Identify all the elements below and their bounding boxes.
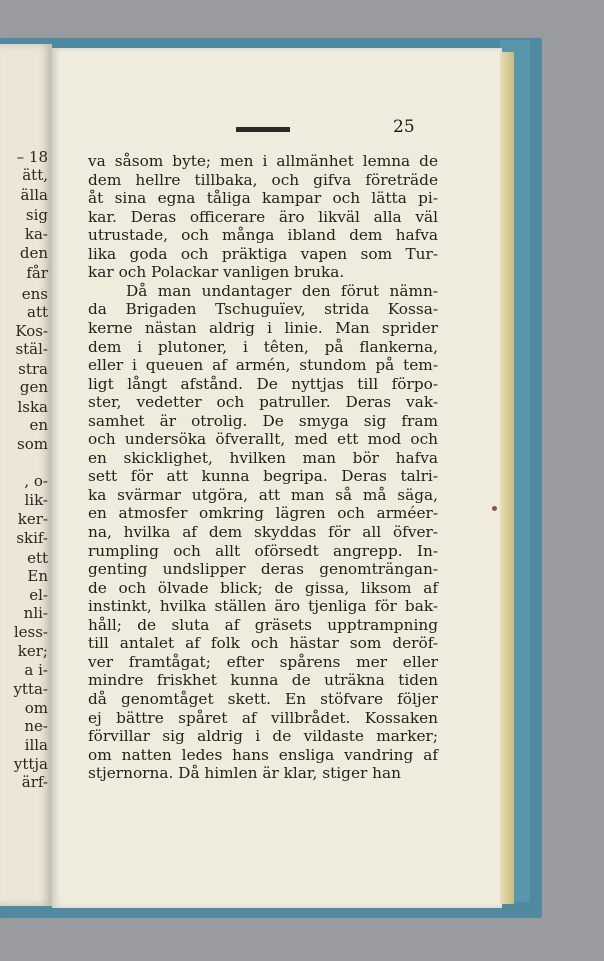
text-line: genting undslipper deras genomträngan- [88, 560, 438, 579]
left-page-fragment: , o- [24, 472, 48, 490]
text-line: mindre friskhet kunna de uträkna tiden [88, 671, 438, 690]
page-edge [500, 52, 514, 904]
left-page-fragment: ne- [24, 717, 48, 735]
text-line: dem i plutoner, i têten, på flankerna, [88, 337, 438, 356]
text-line: instinkt, hvilka ställen äro tjenliga för bak- [88, 597, 438, 616]
text-line: en atmosfer omkring lägren och arméer- [88, 504, 438, 523]
text-line: ej bättre spåret af villbrådet. Kossaken [88, 708, 438, 727]
text-line: kerne nästan aldrig i linie. Man sprider [88, 318, 438, 337]
left-page-fragment: som [17, 435, 48, 453]
text-line: eller i queuen af armén, stundom på tem- [88, 356, 438, 375]
left-page-fragment: illa [24, 736, 48, 754]
text-line: förvillar sig aldrig i de vildaste marker; [88, 727, 438, 746]
text-line: sett för att kunna begripa. Deras talri- [88, 467, 438, 486]
header-rule [236, 127, 290, 132]
text-line: ka svärmar utgöra, att man så må säga, [88, 485, 438, 504]
left-page-fragment: sig [25, 206, 48, 224]
text-line: stjernorna. Då himlen är klar, stiger han [88, 764, 401, 783]
left-page-fragment: ytta- [13, 680, 48, 698]
text-line: om natten ledes hans ensliga vandring af [88, 745, 438, 764]
left-page-fragment: En [27, 567, 48, 585]
text-line: ster, vedetter och patruller. Deras vak- [88, 393, 438, 412]
text-line: till antalet af folk och hästar som deröf- [88, 634, 438, 653]
text-line: kar och Polackar vanligen bruka. [88, 263, 345, 282]
left-page-fragment: el- [29, 586, 48, 604]
left-page-fragment: ens [21, 285, 48, 303]
left-page-fragment: om [24, 699, 48, 717]
text-line: kar. Deras officerare äro likväl alla väl [88, 207, 438, 226]
left-page-fragment: lik- [24, 491, 48, 509]
text-line: och undersöka öfverallt, med ett mod och [88, 430, 438, 449]
left-page-fragment: Kos- [15, 322, 48, 340]
page-number: 25 [393, 117, 415, 137]
text-line: en skicklighet, hvilken man bör hafva [88, 448, 438, 467]
left-page-fragment: ker; [17, 642, 48, 660]
left-page-fragment: en [29, 416, 48, 434]
left-page-fragment: den [19, 244, 48, 262]
text-line: håll; de sluta af gräsets upptrampning [88, 615, 438, 634]
text-line: ver framtågat; efter spårens mer eller [88, 652, 438, 671]
left-page-fragment: ker- [17, 510, 48, 528]
paper-spot [492, 506, 497, 511]
text-line: da Brigaden Tschuguïev, strida Kossa- [88, 300, 438, 319]
left-page-fragment: stra [18, 360, 48, 378]
text-line: va såsom byte; men i allmänhet lemna de [88, 152, 438, 170]
text-line: dem hellre tillbaka, och gifva företräde [88, 170, 438, 189]
left-page-fragment: gen [19, 378, 48, 396]
text-line: då genomtåget skett. En stöfvare följer [88, 689, 438, 708]
left-page-fragment: yttja [13, 755, 48, 773]
left-page-fragment: får [26, 264, 48, 282]
text-line: de och ölvade blick; de gissa, liksom af [88, 578, 438, 597]
left-page-fragment: att [27, 303, 48, 321]
text-line: rumpling och allt oförsedt angrepp. In- [88, 541, 438, 560]
left-page-fragment: älla [20, 186, 48, 204]
text-line: Då man undantager den förut nämn- [126, 281, 438, 300]
left-page [0, 44, 52, 906]
text-line: åt sina egna tåliga kampar och lätta pi- [88, 189, 438, 208]
left-page-fragment: stäl- [15, 340, 48, 358]
left-page-fragment: skif- [16, 529, 48, 547]
left-page-fragment: – 18 [16, 148, 48, 166]
text-line: ligt långt afstånd. De nyttjas till förpo- [88, 374, 438, 393]
text-line: na, hvilka af dem skyddas för all öfver- [88, 523, 438, 541]
text-line: utrustade, och många ibland dem hafva [88, 226, 438, 245]
left-page-fragment: ätt, [22, 166, 48, 184]
left-page-fragment: less- [13, 623, 48, 641]
left-page-fragment: ärf- [21, 773, 48, 791]
text-line: samhet är otrolig. De smyga sig fram [88, 411, 438, 430]
left-page-fragment: a i- [24, 661, 48, 679]
text-line: lika goda och präktiga vapen som Tur- [88, 244, 438, 263]
left-page-fragment: lska [17, 398, 48, 416]
left-page-fragment: ett [27, 549, 48, 567]
left-page-fragment: nli- [23, 604, 48, 622]
left-page-fragment: ka- [24, 225, 48, 243]
